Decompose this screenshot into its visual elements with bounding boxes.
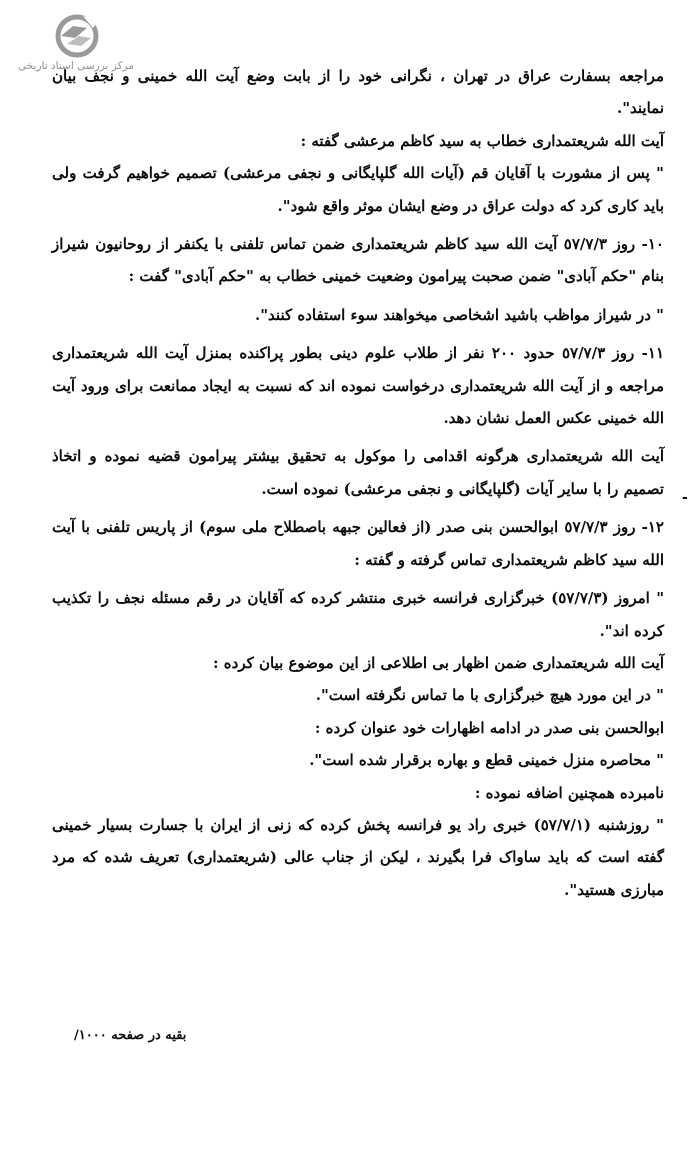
paragraph: ابوالحسن بنی صدر در ادامه اظهارات خود عنوان کرده : — [314, 718, 664, 737]
archive-logo-caption: مرکز بررسی اسناد تاریخی — [18, 60, 134, 72]
paragraph: " روزشنبه (٥٧/٧/١) خبری راد یو فرانسه پخش کرده که زنی از ایران با جسارت بسیار خمینی گفته است که باید ساواک فرا بگیرند ، لیکن از جناب عالی (شریعتمداری) تعریف شده که مرد مبارزی هستید". — [52, 815, 664, 899]
paragraph: نامبرده همچنین اضافه نموده : — [474, 783, 664, 802]
paragraph: " امروز (٥٧/٧/٣) خبرگزاری فرانسه خبری منتشر کرده که آقایان در رقم مسئله نجف را تکذیب کرده اند". — [52, 589, 665, 640]
continuation-note: بقیه در صفحه ١٠٠٠/ — [74, 1028, 187, 1043]
margin-dash: - — [682, 490, 688, 506]
paragraph: ١٠- روز ٥٧/٧/٣ آیت الله سید کاظم شریعتمداری ضمن تماس تلفنی با یکنفر از روحانیون شیراز بنام "حکم آبادی" ضمن صحبت پیرامون وضعیت خمینی خطاب به "حکم آبادی" گفت : — [52, 235, 664, 286]
paragraph: مراجعه بسفارت عراق در تهران ، نگرانی خود را از بابت وضع آیت الله خمینی و نجف بیان نمایند". — [52, 67, 664, 118]
document-body — [52, 60, 664, 906]
paragraph: ١١- روز ٥٧/٧/٣ حدود ٢٠٠ نفر از طلاب علوم دینی بطور پراکنده بمنزل آیت الله شریعتمداری مراجعه و از آیت الله شریعتمداری درخواست نموده اند که نسبت به ایجاد ممانعت برای ورود آیت الله خمینی عکس العمل نشان دهد. — [52, 344, 665, 428]
paragraph: " پس از مشورت با آقایان قم (آیات الله گلپایگانی و نجفی مرعشی) تصمیم خواهیم گرفت ولی باید کاری کرد که دولت عراق در وضع ایشان موثر واقع شود". — [52, 164, 664, 215]
paragraph: " در شیراز مواظب باشید اشخاصی میخواهند سوء استفاده کنند". — [255, 305, 664, 324]
paragraph: " محاصره منزل خمینی قطع و بهاره برقرار شده است". — [309, 751, 664, 770]
paragraph: آیت الله شریعتمداری ضمن اظهار بی اطلاعی از این موضوع بیان کرده : — [213, 653, 664, 672]
paragraph: آیت الله شریعتمداری خطاب به سید کاظم مرعشی گفته : — [300, 131, 664, 150]
archive-emblem-icon — [53, 14, 101, 58]
paragraph: " در این مورد هیچ خبرگزاری با ما تماس نگرفته است". — [315, 686, 664, 705]
paragraph: آیت الله شریعتمداری هرگونه اقدامی را موکول به تحقیق بیشتر پیرامون قضیه نموده و اتخاذ تصمیم را با سایر آیات (گلپایگانی و نجفی مرعشی) نموده است. — [52, 447, 664, 498]
paragraph: ١٢- روز ٥٧/٧/٣ ابوالحسن بنی صدر (از فعالین جبهه باصطلاح ملی سوم) از پاریس تلفنی با آیت الله سید کاظم شریعتمداری تماس گرفته و گفته : — [52, 518, 664, 569]
